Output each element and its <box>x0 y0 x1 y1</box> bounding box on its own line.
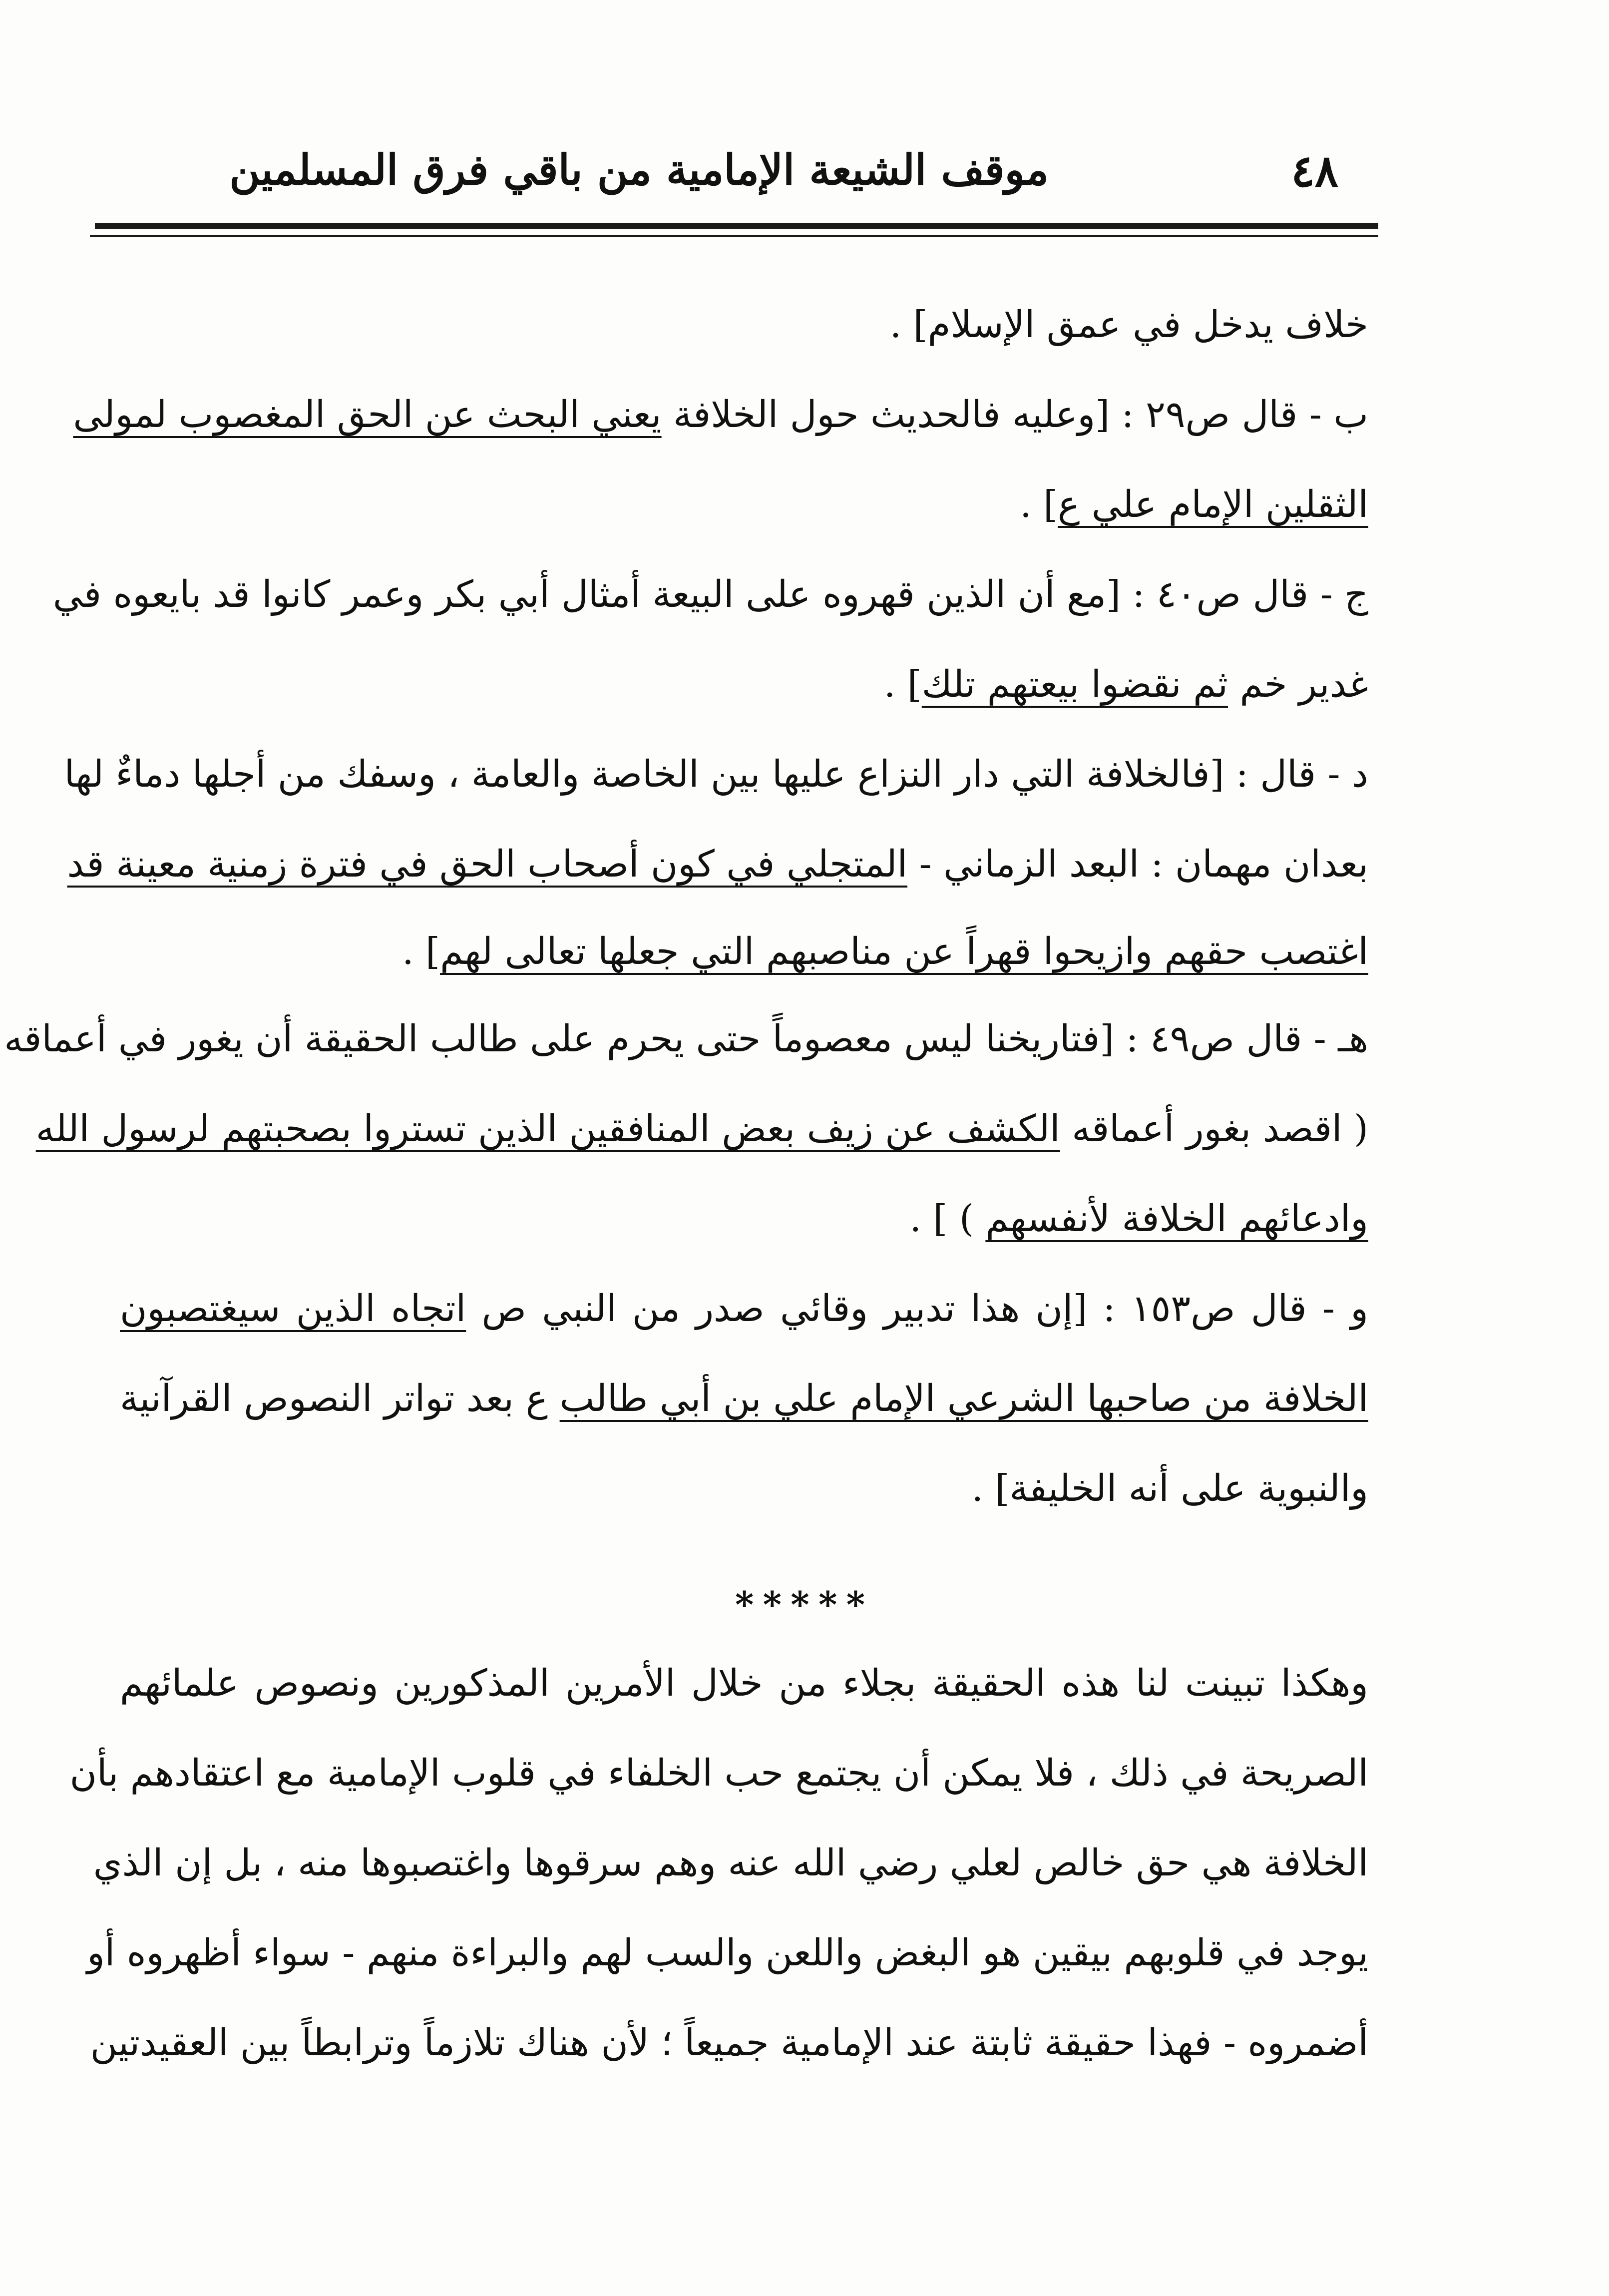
quotations-block <box>4 280 1369 1533</box>
header-rule-thick <box>95 223 1378 229</box>
text-span: ] . <box>402 930 440 973</box>
header-rule-thin <box>90 235 1378 237</box>
underlined-span: الخلافة من صاحبها الشرعي الإمام علي بن أبي طالب <box>559 1377 1369 1420</box>
underlined-span: المتجلي في كون أصحاب الحق في فترة زمنية معينة قد <box>67 843 908 886</box>
text-span: ع بعد تواتر النصوص القرآنية <box>120 1377 560 1420</box>
text-span: أضمروه - فهذا حقيقة ثابتة عند الإمامية جميعاً ؛ لأن هناك تلازماً وترابطاً بين العقيدتين <box>90 2021 1368 2064</box>
text-line <box>93 1818 1368 1908</box>
text-line <box>120 909 1368 994</box>
text-line <box>120 639 1368 729</box>
underlined-span: يعني البحث عن الحق المغصوب لمولى <box>73 393 662 436</box>
text-span: وهكذا تبينت لنا هذه الحقيقة بجلاء من خلال الأمرين المذكورين ونصوص علمائهم <box>120 1662 1368 1705</box>
text-span: ) ] . <box>909 1197 986 1240</box>
text-line <box>120 280 1368 370</box>
text-line <box>64 729 1368 819</box>
text-span: و - قال ص١٥٣ : [إن هذا تدبير وقائي صدر من النبي ص <box>466 1287 1368 1330</box>
text-line <box>90 1998 1368 2088</box>
underlined-span: اتجاه الذين سيغتصبون <box>120 1287 466 1330</box>
section-separator: ***** <box>735 1583 874 1626</box>
text-span: ] . <box>1020 483 1058 526</box>
text-span: خلاف يدخل في عمق الإسلام] . <box>889 303 1368 346</box>
text-span: غدير خم <box>1227 663 1368 706</box>
text-span: ] . <box>883 663 922 706</box>
conclusion-paragraph <box>69 1638 1368 2088</box>
text-span: بعدان مهمان : البعد الزماني - <box>907 843 1368 886</box>
page-number: ٤٨ <box>1291 145 1338 197</box>
underlined-span: وادعائهم الخلافة لأنفسهم <box>985 1197 1368 1240</box>
text-line <box>87 1908 1368 1998</box>
running-title: موقف الشيعة الإمامية من باقي فرق المسلمين <box>229 145 1049 194</box>
underlined-span: الكشف عن زيف بعض المنافقين الذين تستروا بصحبتهم لرسول الله <box>35 1107 1060 1150</box>
text-span: ج - قال ص٤٠ : [مع أن الذين قهروه على البيعة أمثال أبي بكر وعمر كانوا قد بايعوه في <box>52 573 1368 616</box>
underlined-span: الثقلين الإمام علي ع <box>1058 483 1368 526</box>
underlined-span: اغتصب حقهم وازيحوا قهراً عن مناصبهم التي جعلها تعالى لهم <box>440 930 1368 973</box>
text-span: والنبوية على أنه الخليفة] . <box>971 1467 1368 1510</box>
text-line <box>120 1354 1368 1443</box>
text-span: ( اقصد بغور أعماقه <box>1060 1107 1368 1150</box>
text-line <box>4 994 1368 1084</box>
text-line <box>120 459 1368 549</box>
text-span: ب - قال ص٢٩ : [وعليه فالحديث حول الخلافة <box>661 393 1368 436</box>
text-span: الخلافة هي حق خالص لعلي رضي الله عنه وهم سرقوها واغتصبوها منه ، بل إن الذي <box>93 1841 1368 1884</box>
text-span: د - قال : [فالخلافة التي دار النزاع عليها بين الخاصة والعامة ، وسفك من أجلها دماءٌ لها <box>64 753 1368 796</box>
text-line <box>120 1174 1368 1264</box>
text-line <box>120 1264 1368 1354</box>
text-line <box>52 549 1368 639</box>
text-line <box>67 819 1368 909</box>
text-span: يوجد في قلوبهم بيقين هو البغض واللعن والسب لهم والبراءة منهم - سواء أظهروه أو <box>87 1931 1368 1974</box>
underlined-span: ثم نقضوا بيعتهم تلك <box>921 663 1228 706</box>
text-line <box>69 1728 1368 1818</box>
text-line <box>120 1638 1368 1728</box>
text-line <box>120 1443 1368 1533</box>
text-span: هـ - قال ص٤٩ : [فتاريخنا ليس معصوماً حتى يحرم على طالب الحقيقة أن يغور في أعماقه <box>4 1017 1368 1060</box>
text-line <box>73 370 1368 459</box>
text-span: الصريحة في ذلك ، فلا يمكن أن يجتمع حب الخلفاء في قلوب الإمامية مع اعتقادهم بأن <box>69 1752 1368 1795</box>
text-line <box>35 1084 1368 1174</box>
page-header <box>90 125 1368 225</box>
